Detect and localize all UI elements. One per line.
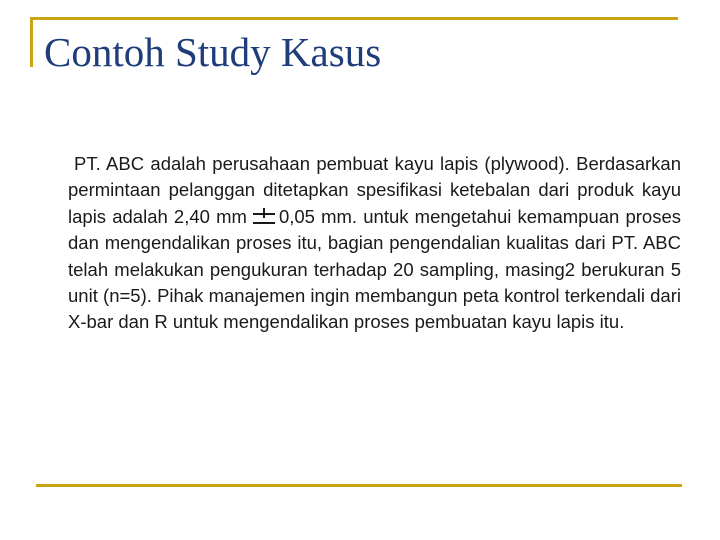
paragraph-text-part-2: 0,05 mm. untuk mengetahui kemampuan proses dan mengendalikan proses itu, bagian pengendalian kualitas dari PT. ABC telah melakukan pengukuran terhadap 20 sampling, masing2 berukuran 5 unit (n=5). Pihak manajemen ingin membangun peta kontrol terkendali dari X-bar dan R untuk mengendalikan proses pembuatan kayu lapis itu. — [68, 205, 682, 333]
plus-minus-icon — [253, 208, 275, 226]
bottom-accent-rule — [36, 484, 682, 487]
top-accent-rule — [32, 17, 678, 20]
left-accent-rule — [30, 17, 33, 67]
slide-title: Contoh Study Kasus — [44, 29, 382, 75]
case-study-paragraph — [68, 151, 681, 336]
paragraph-text-part-1: PT. ABC adalah perusahaan pembuat kayu lapis (plywood). Berdasarkan permintaan pelanggan ditetapkan spesifikasi ketebalan dari produk kayu lapis adalah 2,40 mm — [68, 153, 681, 227]
